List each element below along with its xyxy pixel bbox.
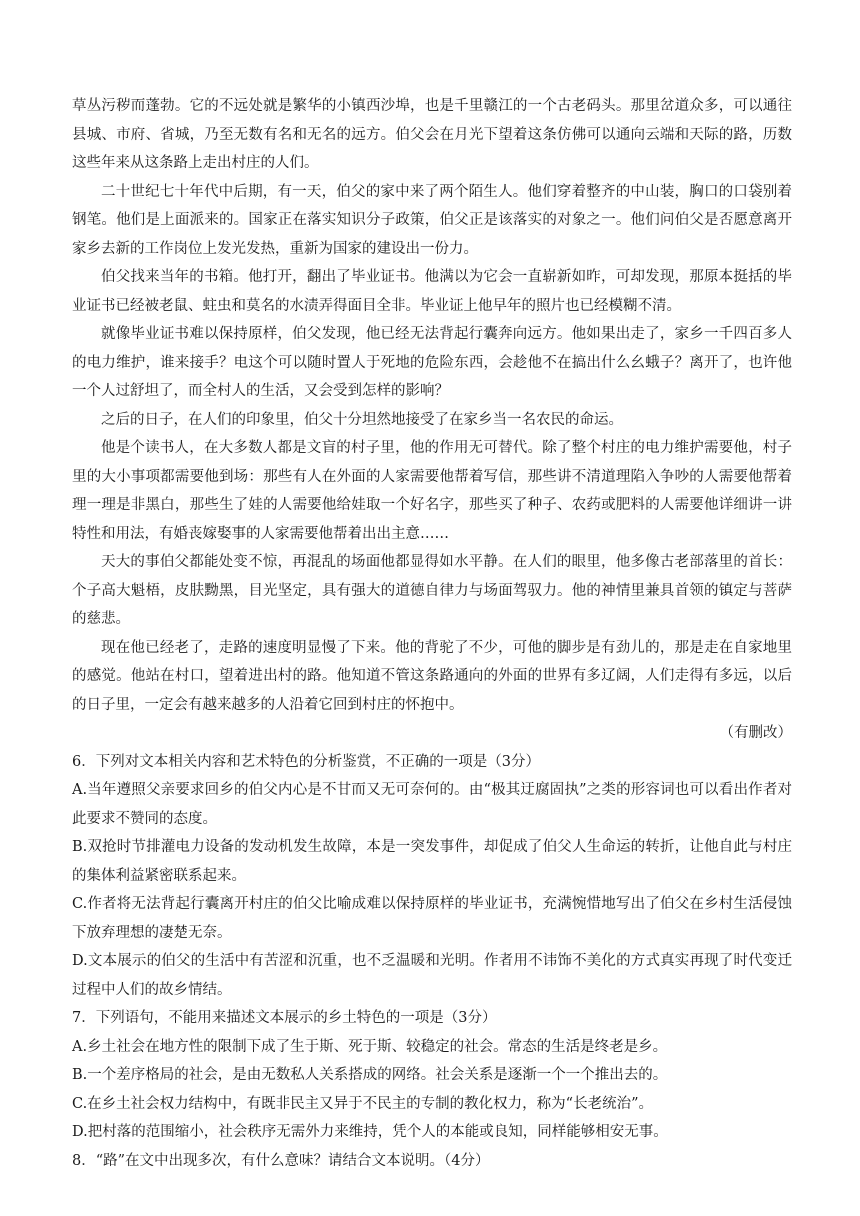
question-6-option-c: C.作者将无法背起行囊离开村庄的伯父比喻成难以保持原样的毕业证书，充满惋惜地写出了伯父在乡村生活侵蚀下放弃理想的凄楚无奈。 <box>72 896 792 941</box>
question-6-option-d: D.文本展示的伯父的生活中有苦涩和沉重，也不乏温暖和光明。作者用不讳饰不美化的方式真实再现了时代变迁过程中人们的故乡情结。 <box>72 953 792 998</box>
passage-paragraph-4: 就像毕业证书难以保持原样，伯父发现，他已经无法背起行囊奔向远方。他如果出走了，家乡一千四百多人的电力维护，谁来接手？电这个可以随时置人于死地的危险东西，会趁他不在搞出什么幺蛾子？离开了，也许他一个人过舒坦了，而全村人的生活，又会受到怎样的影响？ <box>72 326 792 399</box>
question-7-option-b: B.一个差序格局的社会，是由无数私人关系搭成的网络。社会关系是逐渐一个一个推出去的。 <box>72 1067 668 1083</box>
passage-paragraph-2: 二十世纪七十年代中后期，有一天，伯父的家中来了两个陌生人。他们穿着整齐的中山装，胸口的口袋别着钢笔。他们是上面派来的。国家正在落实知识分子政策，伯父正是该落实的对象之一。他们问伯父是否愿意离开家乡去新的工作岗位上发光发热，重新为国家的建设出一份力。 <box>72 183 792 257</box>
source-note: （有删改） <box>719 725 792 741</box>
question-8-stem: 8．“路”在文中出现多次，有什么意味？请结合文本说明。（4分） <box>72 1152 490 1169</box>
question-7-option-c: C.在乡土社会权力结构中，有既非民主又异于不民主的专制的教化权力，称为“长老统治”。 <box>72 1095 654 1112</box>
question-7-option-d: D.把村落的范围缩小，社会秩序无需外力来维持，凭个人的本能或良知，同样能够相安无事。 <box>72 1124 668 1140</box>
question-7-stem: 7．下列语句，不能用来描述文本展示的乡土特色的一项是（3分） <box>72 1010 497 1026</box>
passage-paragraph-6: 他是个读书人，在大多数人都是文盲的村子里，他的作用无可替代。除了整个村庄的电力维护需要他，村子里的大小事项都需要他到场：那些有人在外面的人家需要他帮着写信，那些讲不清道理陷入争吵的人需要他帮着理一理是非黑白，那些生了娃的人需要他给娃取一个好名字，那些买了种子、农药或肥料的人需要他详细讲一讲特性和用法，有婚丧嫁娶事的人家需要他帮着出出主意…… <box>72 440 792 542</box>
question-6-option-a: A.当年遵照父亲要求回乡的伯父内心是不甘而又无可奈何的。由“极其迂腐固执”之类的形容词也可以看出作者对此要求不赞同的态度。 <box>72 782 792 827</box>
passage-paragraph-3: 伯父找来当年的书箱。他打开，翻出了毕业证书。他满以为它会一直崭新如昨，可却发现，那原本挺括的毕业证书已经被老鼠、蛀虫和莫名的水渍弄得面目全非。毕业证上他早年的照片也已经模糊不清。 <box>72 269 792 314</box>
passage-paragraph-8: 现在他已经老了，走路的速度明显慢了下来。他的背驼了不少，可他的脚步是有劲儿的，那是走在自家地里的感觉。他站在村口，望着进出村的路。他知道不管这条路通向的外面的世界有多辽阔，人们走得有多远，以后的日子里，一定会有越来越多的人沿着它回到村庄的怀抱中。 <box>72 639 792 713</box>
passage-paragraph-1: 草丛污秽而蓬勃。它的不远处就是繁华的小镇西沙埠，也是千里赣江的一个古老码头。那里岔道众多，可以通往县城、市府、省城，乃至无数有名和无名的远方。伯父会在月光下望着这条仿佛可以通向云端和天际的路，历数这些年来从这条路上走出村庄的人们。 <box>72 98 792 171</box>
question-6-option-b: B.双抢时节排灌电力设备的发动机发生故障，本是一突发事件，却促成了伯父人生命运的转折，让他自此与村庄的集体利益紧密联系起来。 <box>72 839 792 884</box>
document-body <box>72 92 792 1175</box>
passage-paragraph-5: 之后的日子，在人们的印象里，伯父十分坦然地接受了在家乡当一名农民的命运。 <box>101 411 623 428</box>
passage-paragraph-7: 天大的事伯父都能处变不惊，再混乱的场面他都显得如水平静。在人们的眼里，他多像古老部落里的首长：个子高大魁梧，皮肤黝黑，目光坚定，具有强大的道德自律力与场面驾驭力。他的神情里兼具首领的镇定与菩萨的慈悲。 <box>72 554 792 627</box>
question-6-stem: 6．下列对文本相关内容和艺术特色的分析鉴赏，不正确的一项是（3分） <box>72 753 540 770</box>
question-7-option-a: A.乡土社会在地方性的限制下成了生于斯、死于斯、较稳定的社会。常态的生活是终老是乡。 <box>72 1038 668 1055</box>
